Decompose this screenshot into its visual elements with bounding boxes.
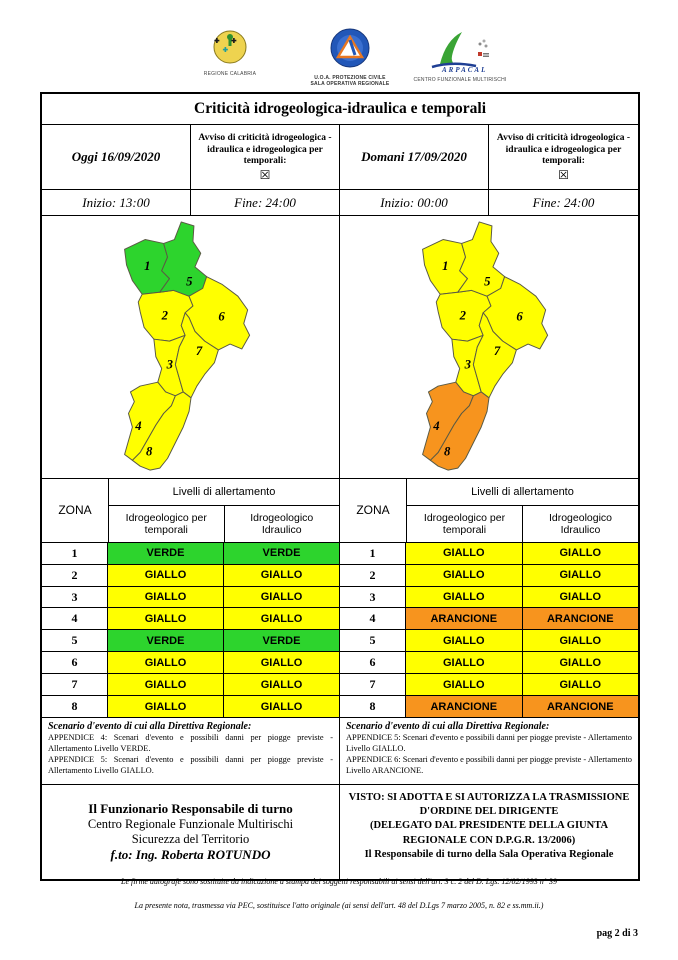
map-zone-label-1: 1 — [442, 258, 449, 273]
zone-row — [340, 696, 638, 717]
level-idraulico: GIALLO — [523, 587, 639, 608]
alert-table-today — [42, 479, 340, 717]
col-idraulico-header: Idrogeologico Idraulico — [250, 511, 314, 536]
visto-line-4: REGIONALE CON D.P.G.R. 13/2006) — [402, 834, 576, 846]
level-idraulico: GIALLO — [523, 630, 639, 651]
visto-line-5: Il Responsabile di turno della Sala Operativa Regionale — [364, 848, 614, 860]
level-idraulico: GIALLO — [523, 674, 639, 695]
alert-table-tomorrow — [340, 479, 638, 717]
livelli-header: Livelli di allertamento — [109, 479, 339, 506]
map-zone-label-6: 6 — [217, 309, 225, 324]
regione-calabria-caption: REGIONE CALABRIA — [203, 71, 257, 77]
zone-row — [340, 608, 638, 630]
level-idraulico: GIALLO — [224, 652, 339, 673]
zone-rows-tomorrow — [340, 543, 638, 717]
avviso-tomorrow-checkbox[interactable]: ☒ — [558, 167, 569, 182]
zone-number: 7 — [340, 674, 406, 695]
zona-header: ZONA — [340, 479, 407, 542]
zone-row — [340, 652, 638, 674]
map-zone-5 — [159, 222, 206, 296]
protezione-civile-logo — [300, 28, 400, 87]
map-zone-label-4: 4 — [433, 419, 440, 434]
zone-row — [42, 565, 339, 587]
signature-block — [42, 785, 340, 879]
arpacal-caption: CENTRO FUNZIONALE MULTIRISCHI — [413, 77, 507, 83]
level-idraulico: GIALLO — [224, 587, 339, 608]
visto-line-2: D'ORDINE DEL DIRIGENTE — [419, 806, 559, 818]
zone-rows-today — [42, 543, 339, 717]
footer-note-2: La presente nota, trasmessa via PEC, sostituisce l'atto originale (ai sensi dell'art. 48 del D.Lgs 7 marzo 2005, n. 82 e ss.mm.ii.) — [134, 901, 544, 910]
inizio-today: Inizio: 13:00 — [42, 190, 191, 215]
level-temporali: GIALLO — [108, 608, 224, 629]
map-zone-label-1: 1 — [143, 258, 150, 273]
scenario-today-title: Scenario d'evento di cui alla Direttiva Regionale: — [48, 721, 252, 732]
avviso-today — [191, 125, 340, 189]
level-temporali: GIALLO — [406, 543, 523, 564]
calabria-map-tomorrow — [381, 220, 597, 474]
level-idraulico: GIALLO — [523, 543, 639, 564]
level-temporali: VERDE — [108, 630, 224, 651]
level-temporali: GIALLO — [406, 674, 523, 695]
zone-row — [42, 674, 339, 696]
map-today — [42, 216, 340, 478]
date-today: Oggi 16/09/2020 — [42, 125, 191, 189]
zone-row — [42, 652, 339, 674]
map-zone-label-2: 2 — [459, 308, 467, 323]
level-temporali: GIALLO — [108, 565, 224, 586]
level-temporali: GIALLO — [406, 565, 523, 586]
map-zone-label-2: 2 — [161, 308, 168, 323]
arpacal-logo — [410, 30, 510, 83]
level-temporali: GIALLO — [406, 652, 523, 673]
zone-number: 8 — [340, 696, 406, 717]
protezione-civile-caption-2: SALA OPERATIVA REGIONALE — [310, 81, 390, 87]
level-temporali: GIALLO — [108, 674, 224, 695]
zone-number: 3 — [340, 587, 406, 608]
map-zone-label-3: 3 — [464, 357, 471, 372]
date-tomorrow: Domani 17/09/2020 — [340, 125, 489, 189]
avviso-tomorrow-text: Avviso di criticità idrogeologica - idraulica e idrogeologica per temporali: — [496, 133, 631, 167]
col-temporali-header: Idrogeologico per temporali — [109, 506, 225, 542]
col-idraulico-header: Idrogeologico Idraulico — [548, 511, 613, 536]
scenario-tomorrow-title: Scenario d'evento di cui alla Direttiva Regionale: — [346, 721, 550, 732]
zone-row — [340, 543, 638, 565]
level-idraulico: GIALLO — [523, 652, 639, 673]
zone-number: 1 — [42, 543, 108, 564]
protezione-civile-emblem-icon — [330, 28, 370, 68]
protezione-civile-caption-1: U.O.A. PROTEZIONE CIVILE — [314, 75, 386, 81]
zone-number: 3 — [42, 587, 108, 608]
level-idraulico: GIALLO — [523, 565, 639, 586]
map-zone-label-8: 8 — [444, 444, 451, 459]
arpacal-emblem-icon — [428, 30, 492, 74]
signature-role: Il Funzionario Responsabile di turno — [88, 801, 293, 816]
zone-row — [42, 608, 339, 630]
zone-number: 4 — [42, 608, 108, 629]
svg-text:ARPACAL: ARPACAL — [442, 66, 488, 74]
map-zone-label-8: 8 — [145, 444, 152, 459]
map-zone-label-7: 7 — [195, 343, 202, 358]
level-idraulico: VERDE — [224, 630, 339, 651]
level-temporali: VERDE — [108, 543, 224, 564]
level-idraulico: GIALLO — [224, 696, 339, 717]
map-zone-label-4: 4 — [134, 419, 142, 434]
regione-calabria-logo — [198, 30, 262, 77]
level-idraulico: GIALLO — [224, 674, 339, 695]
visto-block — [340, 785, 638, 879]
zone-number: 2 — [42, 565, 108, 586]
zone-number: 7 — [42, 674, 108, 695]
visto-line-1: VISTO: SI ADOTTA E SI AUTORIZZA LA TRASMISSIONE — [348, 792, 630, 803]
level-temporali: ARANCIONE — [406, 608, 523, 629]
visto-line-3: (DELEGATO DAL PRESIDENTE DELLA GIUNTA — [369, 820, 609, 832]
zone-row — [340, 587, 638, 609]
fine-today: Fine: 24:00 — [191, 190, 340, 215]
level-temporali: GIALLO — [108, 696, 224, 717]
scenario-tomorrow-line-2: APPENDICE 6: Scenari d'evento e possibili danni per piogge previste - Allertamento Livello ARANCIONE. — [346, 754, 632, 775]
map-zone-label-6: 6 — [516, 309, 523, 324]
zone-row — [42, 696, 339, 717]
map-zone-label-3: 3 — [166, 357, 173, 372]
signature-office-2: Sicurezza del Territorio — [131, 832, 250, 846]
arpacal-secondary-logo — [478, 40, 489, 58]
zone-row — [42, 587, 339, 609]
level-temporali: GIALLO — [108, 587, 224, 608]
inizio-tomorrow: Inizio: 00:00 — [340, 190, 489, 215]
scenario-today — [42, 718, 340, 784]
page-title: Criticità idrogeologica-idraulica e temporali — [194, 100, 486, 117]
map-zone-label-7: 7 — [493, 343, 501, 358]
map-zone-5 — [458, 222, 505, 296]
zona-header: ZONA — [42, 479, 109, 542]
avviso-tomorrow — [489, 125, 638, 189]
avviso-today-text: Avviso di criticità idrogeologica - idraulica e idrogeologica per temporali: — [198, 133, 332, 167]
avviso-today-checkbox[interactable]: ☒ — [259, 167, 271, 182]
level-temporali: GIALLO — [406, 587, 523, 608]
fine-tomorrow: Fine: 24:00 — [532, 194, 595, 210]
level-temporali: ARANCIONE — [406, 696, 523, 717]
scenario-tomorrow-line-1: APPENDICE 5: Scenari d'evento e possibili danni per piogge previste - Allertamento Livello GIALLO. — [346, 733, 632, 753]
map-zone-label-5: 5 — [484, 274, 491, 289]
zone-row — [340, 565, 638, 587]
map-zone-label-5: 5 — [185, 274, 192, 289]
zone-number: 5 — [42, 630, 108, 651]
zone-row — [42, 543, 339, 565]
level-idraulico: VERDE — [224, 543, 339, 564]
zone-number: 5 — [340, 630, 406, 651]
map-tomorrow — [340, 216, 638, 478]
footer-note-1: Le firme autografe sono sostituite da indicazione a stampa dei soggetti responsabili ai sensi dell'art. 3 c. 2 del D. Lgs. 12/02/1993 n° 39 — [121, 877, 557, 886]
zone-number: 6 — [340, 652, 406, 673]
calabria-map-today — [83, 220, 299, 474]
zone-row — [340, 674, 638, 696]
bulletin-table — [40, 92, 640, 881]
level-idraulico: ARANCIONE — [523, 696, 639, 717]
col-temporali-header: Idrogeologico per temporali — [407, 506, 523, 542]
zone-row — [42, 630, 339, 652]
zone-number: 6 — [42, 652, 108, 673]
page-number: pag 2 di 3 — [596, 928, 638, 939]
signature-office-1: Centro Regionale Funzionale Multirischi — [87, 817, 294, 831]
zone-number: 1 — [340, 543, 406, 564]
level-temporali: GIALLO — [406, 630, 523, 651]
signature-name: f.to: Ing. Roberta ROTUNDO — [110, 847, 271, 862]
scenario-tomorrow — [340, 718, 638, 784]
level-idraulico: ARANCIONE — [523, 608, 639, 629]
zone-number: 4 — [340, 608, 406, 629]
level-temporali: GIALLO — [108, 652, 224, 673]
zone-number: 2 — [340, 565, 406, 586]
zone-number: 8 — [42, 696, 108, 717]
scenario-today-line-1: APPENDICE 4: Scenari d'evento e possibili danni per piogge previste - Allertamento Livello VERDE. — [48, 733, 333, 753]
zone-row — [340, 630, 638, 652]
livelli-header: Livelli di allertamento — [407, 479, 638, 506]
level-idraulico: GIALLO — [224, 565, 339, 586]
level-idraulico: GIALLO — [224, 608, 339, 629]
scenario-today-line-2: APPENDICE 5: Scenari d'evento e possibili danni per piogge previste - Allertamento Livello GIALLO. — [48, 754, 333, 775]
regione-calabria-emblem-icon — [213, 30, 247, 64]
